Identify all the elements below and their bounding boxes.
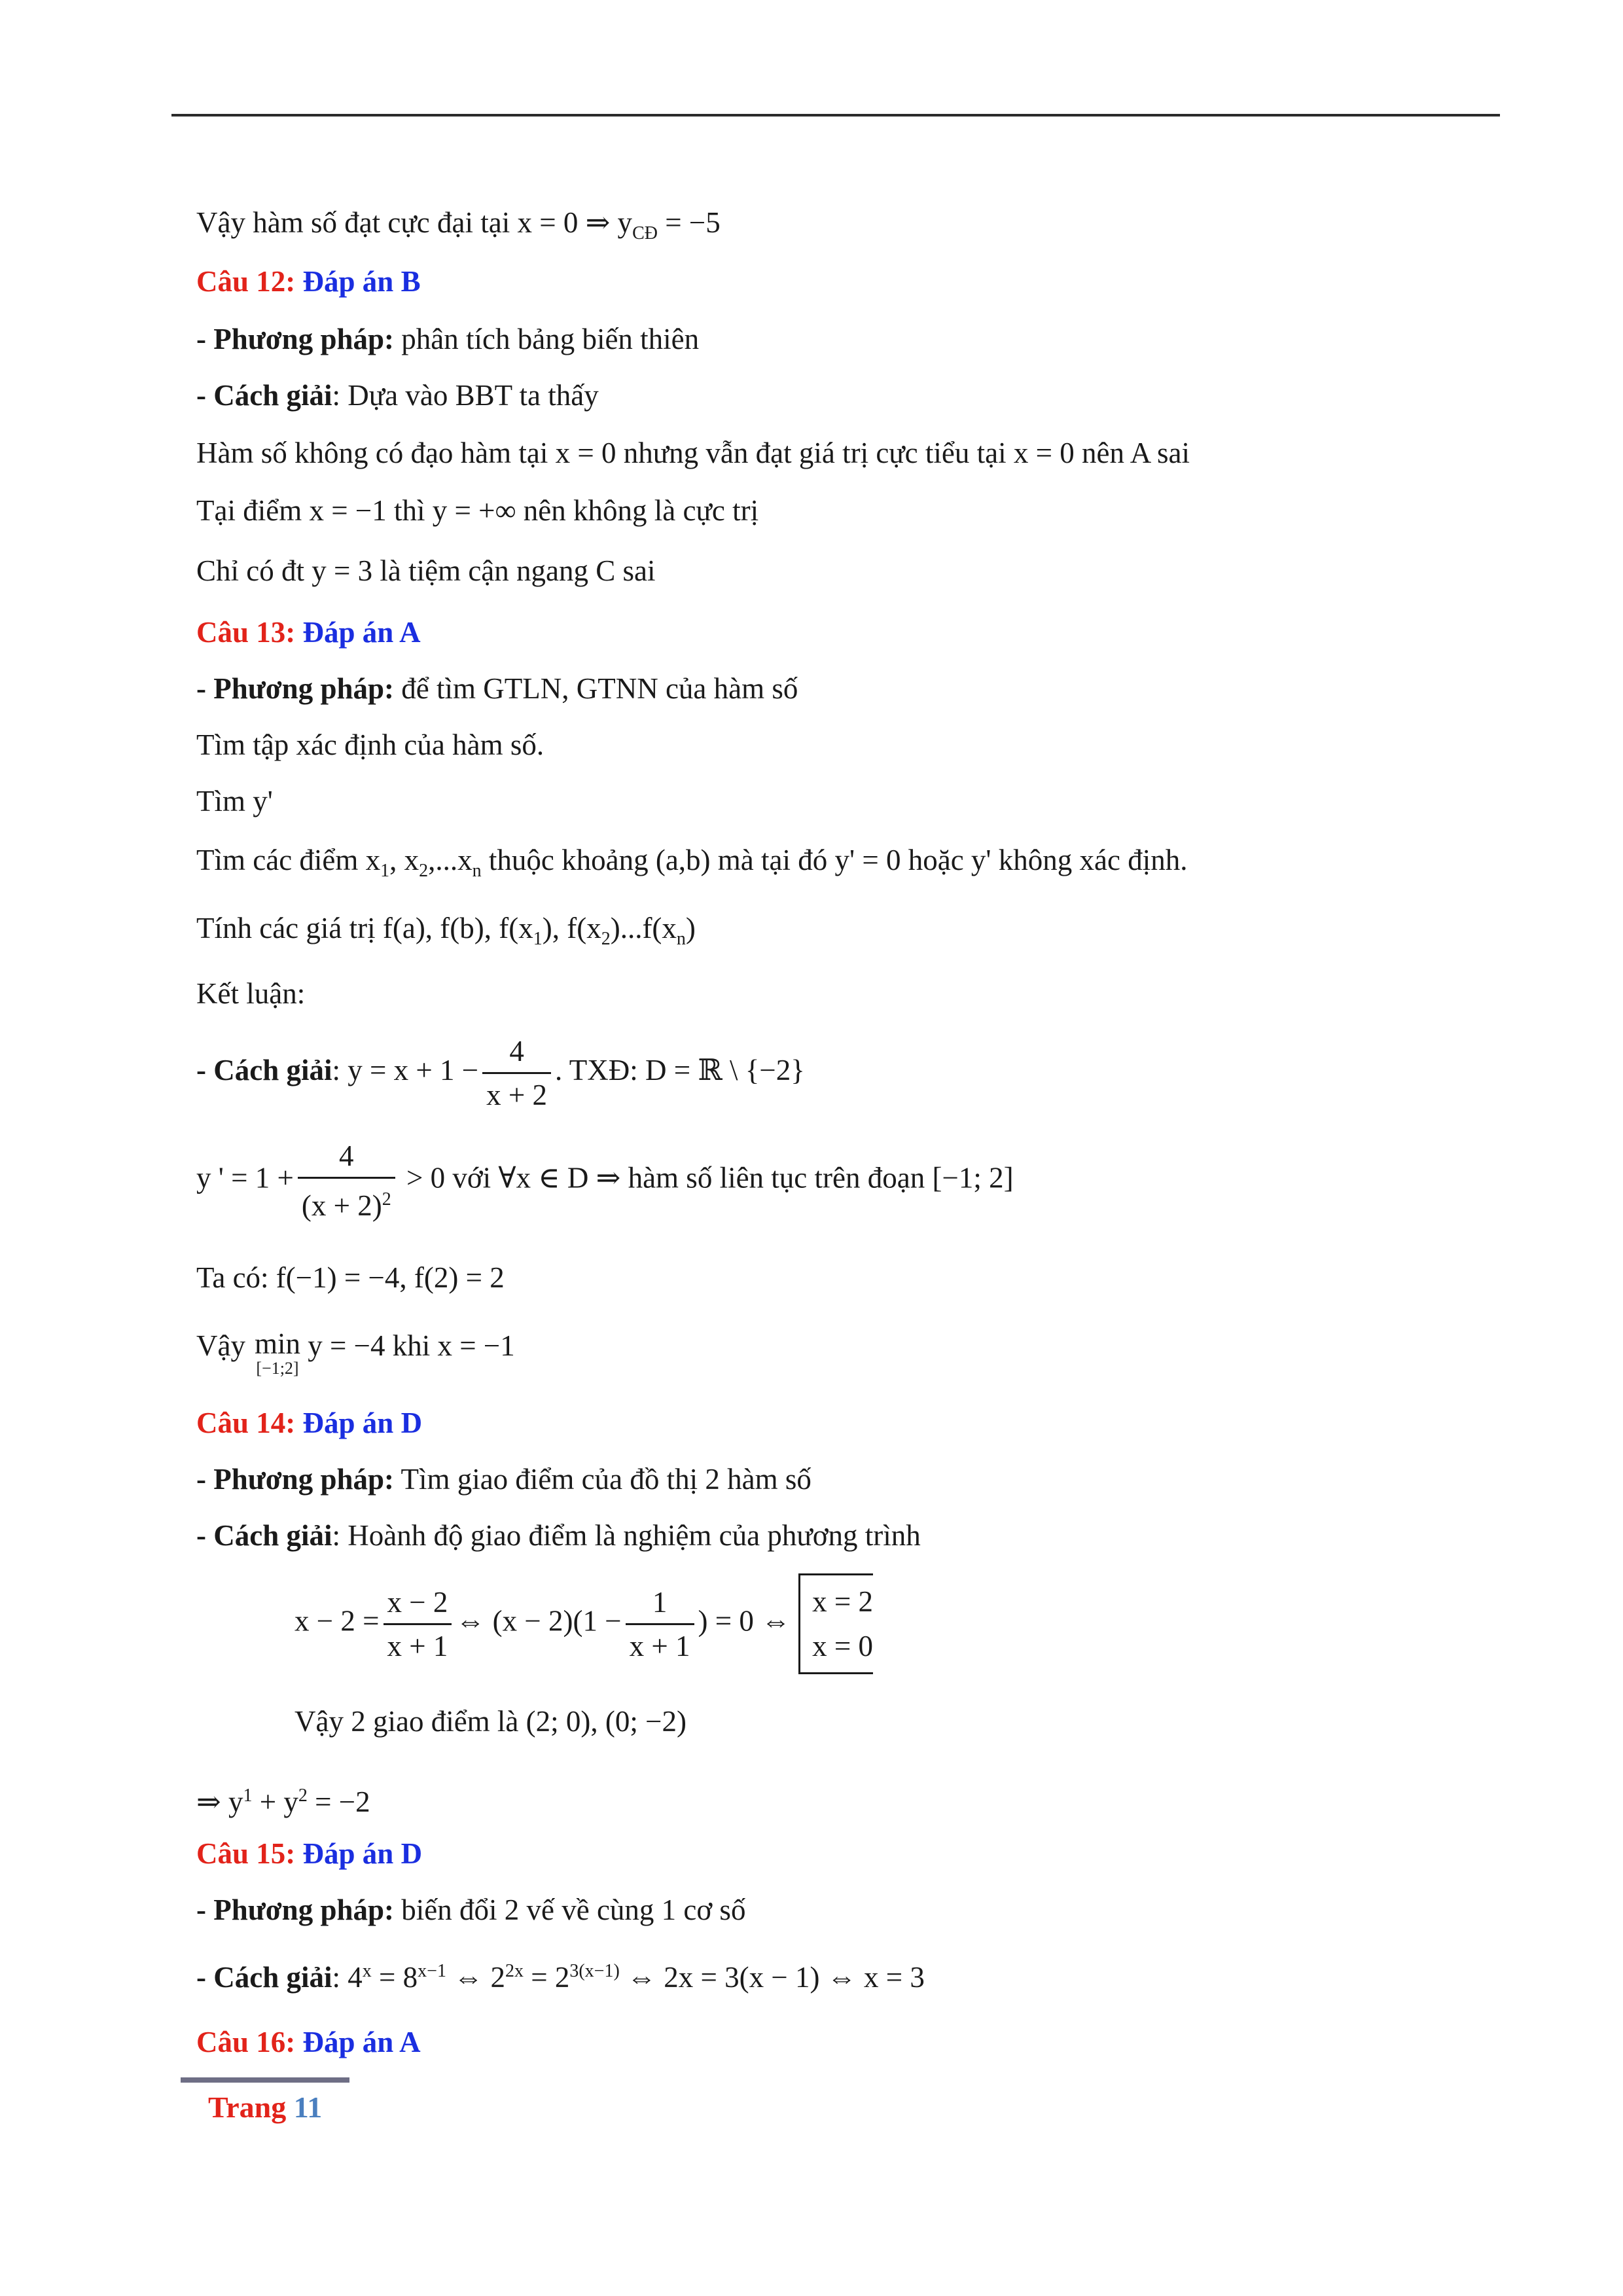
question-12-number: Câu 12: [196,265,296,298]
q13-solve-label: - Cách giải [196,1053,332,1086]
frac2-den-sup: 2 [382,1189,391,1210]
q14-solve-text: : Hoành độ giao điểm là nghiệm của phương trình [332,1519,921,1552]
q13-l3-a: Tìm các điểm x [196,844,381,876]
question-15-answer: Đáp án D [302,1837,423,1870]
conclusion-sub: CĐ [632,223,658,243]
q14-equation [294,1573,873,1674]
q13-l3-c: ,...x [428,844,473,876]
q15-method [196,1892,745,1928]
q13-solve-a: : y = x + 1 − [332,1053,479,1086]
q15-d: = 2 [523,1961,570,1994]
page-footer [208,2088,322,2127]
conclusion-value: = −5 [657,206,721,239]
frac1-denominator: x + 2 [486,1079,548,1111]
case-bracket [798,1573,873,1674]
q13-method-text: để tìm GTLN, GTNN của hàm số [394,672,798,705]
question-16-answer: Đáp án A [302,2026,421,2058]
q13-line-3 [196,842,1187,889]
q14-method-label: - Phương pháp: [196,1463,395,1496]
question-12-answer: Đáp án B [302,265,421,298]
q15-sup1: x [362,1961,372,1981]
sub-1: 1 [533,929,543,949]
question-14-number: Câu 14: [196,1407,296,1439]
f2-num: 1 [626,1581,694,1625]
page-number: 11 [293,2090,323,2124]
deriv-b: > 0 với ∀x ∈ D ⇒ hàm số liên tục trên đoạn [−1; 2] [399,1161,1014,1194]
f1-num: x − 2 [383,1581,452,1625]
q12-line-3: Chỉ có đt y = 3 là tiệm cận ngang C sai [196,554,656,587]
deriv-a: y ' = 1 + [196,1161,294,1194]
q15-e: ⇔ 2x = 3(x − 1) ⇔ x = 3 [619,1961,925,1994]
q13-method [196,670,798,707]
question-15-heading [196,1835,422,1872]
q13-fraction-1 [482,1030,551,1116]
q15-method-text: biến đổi 2 vế về cùng 1 cơ số [394,1893,746,1926]
q13-taco: Ta có: f(−1) = −4, f(2) = 2 [196,1261,505,1294]
q13-derivative [196,1135,1014,1227]
case-1: x = 2 [812,1585,874,1618]
q15-b: = 8 [371,1961,418,1994]
conclusion-text: Vậy hàm số đạt cực đại tại x = 0 ⇒ y [196,206,633,239]
f2-den: x + 1 [629,1629,690,1662]
question-15-number: Câu 15: [196,1837,296,1870]
res-sup2: 2 [298,1785,308,1806]
q15-method-label: - Phương pháp: [196,1893,395,1926]
min-word: min [254,1327,300,1360]
q13-solve [196,1030,805,1116]
frac2-den-base: (x + 2) [301,1189,382,1222]
q13-l4-d: ) [685,912,696,944]
q12-line-2: Tại điểm x = −1 thì y = +∞ nên không là cực trị [196,494,759,527]
q14-method [196,1461,812,1498]
q14-result [196,1778,370,1820]
q13-method-label: - Phương pháp: [196,672,395,705]
q15-solve-label: - Cách giải [196,1961,332,1994]
q14-method-text: Tìm giao điểm của đồ thị 2 hàm số [394,1463,812,1496]
case-2: x = 0 [812,1630,874,1662]
q13-fraction-2 [298,1135,395,1227]
min-operator [255,1327,300,1377]
eq-a: x − 2 = [294,1604,380,1638]
res-sup1: 1 [243,1785,253,1806]
frac2-numerator: 4 [298,1135,395,1179]
sub-1: 1 [380,861,390,881]
sub-n: n [676,929,686,949]
eq-b: ⇔ (x − 2)(1 − [455,1604,622,1638]
question-13-number: Câu 13: [196,616,296,649]
res-b: + y [252,1785,298,1818]
res-c: = −2 [307,1785,370,1818]
q15-c: ⇔ 2 [446,1961,505,1994]
q13-l4-a: Tính các giá trị f(a), f(b), f(x [196,912,533,944]
vay-b: y = −4 khi x = −1 [300,1329,515,1362]
q14-fraction-2 [626,1581,694,1667]
q15-sup3: 2x [505,1961,524,1981]
q14-solve [196,1517,921,1554]
f1-den: x + 1 [387,1629,448,1662]
q12-method-label: - Phương pháp: [196,323,395,355]
q14-intersections: Vậy 2 giao điểm là (2; 0), (0; −2) [294,1705,687,1738]
q12-solve-label: - Cách giải [196,379,332,412]
q12-solve [196,377,599,414]
question-16-number: Câu 16: [196,2026,296,2058]
q12-method-text: phân tích bảng biến thiên [394,323,700,355]
question-13-heading [196,614,421,651]
q13-line-4 [196,910,696,958]
question-14-heading [196,1405,422,1441]
question-16-heading [196,2024,421,2060]
q13-line-2: Tìm y' [196,785,273,817]
q15-sup4: 3(x−1) [569,1961,620,1981]
q14-solve-label: - Cách giải [196,1519,332,1552]
vay-a: Vậy [196,1329,245,1362]
q12-method [196,321,699,357]
q14-fraction-1 [383,1581,452,1667]
question-12-heading [196,263,421,300]
frac1-numerator: 4 [482,1030,551,1074]
sub-n: n [472,861,482,881]
q13-line-1: Tìm tập xác định của hàm số. [196,728,544,761]
q13-l3-b: , x [389,844,419,876]
sub-2: 2 [601,929,611,949]
question-14-answer: Đáp án D [302,1407,423,1439]
footer-rule [181,2077,349,2083]
q13-solve-b: . TXĐ: D = ℝ \ {−2} [555,1053,805,1086]
conclusion-line [196,204,721,252]
q13-l4-b: ), f(x [542,912,601,944]
q15-solve [196,1953,925,1996]
q15-a: : 4 [332,1961,363,1994]
sub-2: 2 [419,861,429,881]
q13-line-5: Kết luận: [196,977,306,1010]
q13-l3-d: thuộc khoảng (a,b) mà tại đó y' = 0 hoặc y' không xác định. [481,844,1188,876]
question-13-answer: Đáp án A [302,616,421,649]
q12-line-1: Hàm số không có đạo hàm tại x = 0 nhưng vẫn đạt giá trị cực tiểu tại x = 0 nên A sai [196,437,1190,469]
min-domain: [−1;2] [256,1359,299,1378]
q15-sup2: x−1 [418,1961,446,1981]
frac2-denominator [298,1179,395,1227]
q13-l4-c: )...f(x [610,912,677,944]
q12-solve-text: : Dựa vào BBT ta thấy [332,379,599,412]
res-a: ⇒ y [196,1785,243,1818]
footer-word: Trang [208,2090,294,2124]
q13-min-conclusion [196,1327,515,1377]
header-rule [171,114,1500,117]
eq-c: ) = 0 ⇔ [698,1604,791,1638]
